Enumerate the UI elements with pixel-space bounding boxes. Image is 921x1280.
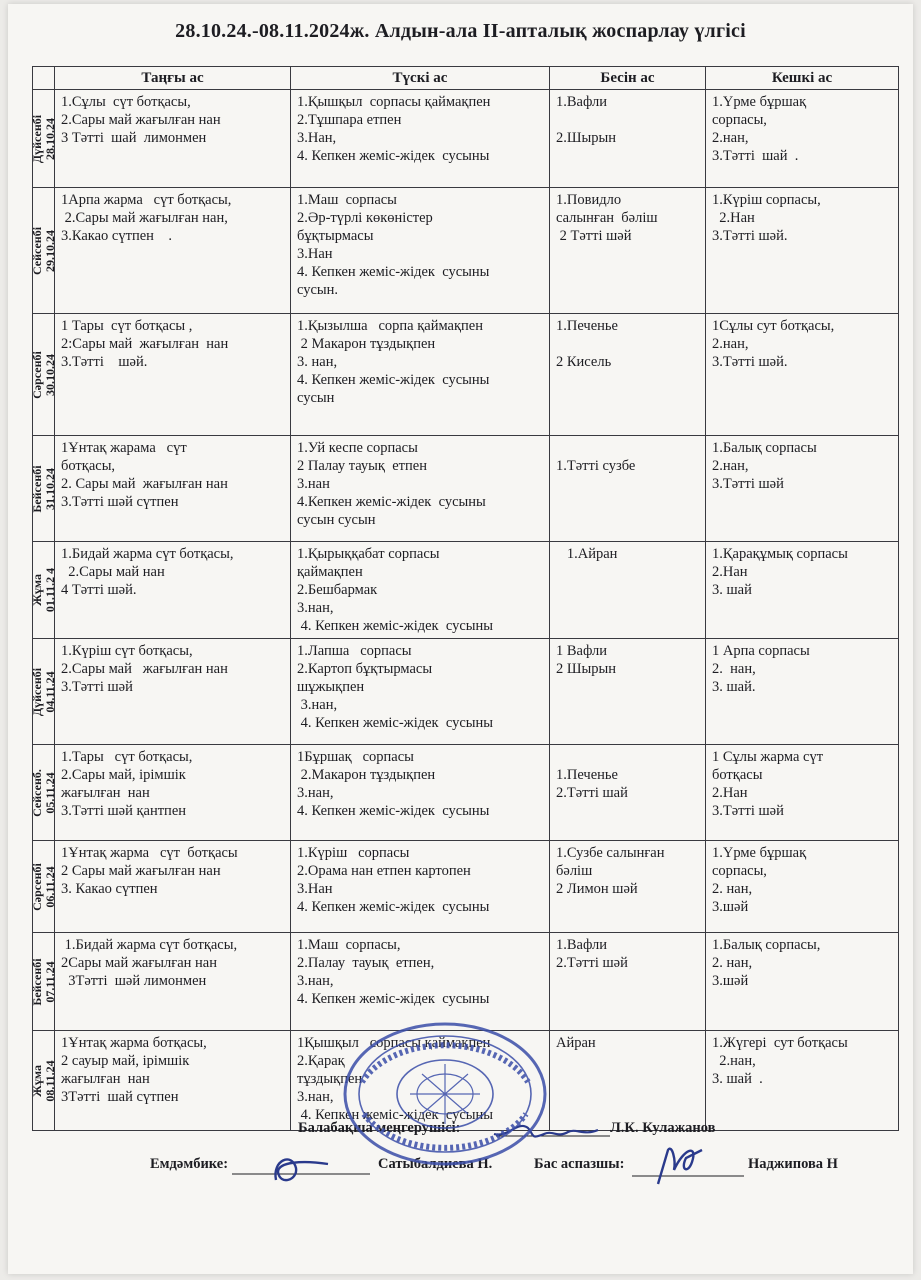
lunch-cell bbox=[291, 314, 550, 436]
menu-line: 2. нан, bbox=[712, 881, 753, 897]
menu-line: 3.нан, bbox=[297, 973, 334, 989]
page-title: 28.10.24.-08.11.2024ж. Алдын-ала II-апталық жоспарлау үлгісі bbox=[175, 20, 746, 42]
menu-line: сусын сусын bbox=[297, 512, 376, 528]
menu-line: 3.Нан bbox=[297, 246, 333, 262]
menu-line: 1.Уй кеспе сорпасы bbox=[297, 440, 418, 456]
menu-line: 3Тәтті шай сүтпен bbox=[61, 1089, 179, 1105]
menu-line: 2.нан, bbox=[712, 458, 749, 474]
menu-line: 2.нан, bbox=[712, 1053, 756, 1069]
menu-line bbox=[556, 439, 699, 457]
menu-line: 2.Сары май, ірімшік bbox=[61, 767, 186, 783]
menu-line: 1.Жүгері сут ботқасы bbox=[712, 1035, 848, 1051]
lunch-cell bbox=[291, 639, 550, 745]
menu-line: 1Арпа жарма сүт ботқасы, bbox=[61, 192, 232, 208]
day-cell bbox=[29, 542, 57, 639]
menu-line: 2. нан, bbox=[712, 661, 756, 677]
breakfast-cell bbox=[55, 188, 291, 314]
cook-label: Бас аспазшы: bbox=[534, 1156, 625, 1172]
menu-line: 1.Айран bbox=[556, 546, 618, 562]
menu-line: 3.нан, bbox=[297, 600, 334, 616]
menu-line: 3. шай . bbox=[712, 1071, 763, 1087]
dinner-cell bbox=[706, 188, 899, 314]
menu-line: 3.Тәтті шай . bbox=[712, 148, 799, 164]
menu-line: 1.Қарақұмық сорпасы bbox=[712, 546, 848, 562]
menu-line: 1.Вафли bbox=[556, 937, 608, 953]
official-stamp-seal bbox=[340, 1022, 550, 1172]
menu-line: 1.Күріш сорпасы, bbox=[712, 192, 821, 208]
snack-cell bbox=[550, 188, 706, 314]
snack-cell bbox=[550, 745, 706, 841]
table-row bbox=[33, 436, 899, 542]
dinner-cell bbox=[706, 542, 899, 639]
menu-line: шұжықпен bbox=[297, 679, 365, 695]
menu-line: 1.Сузбе салынған bbox=[556, 845, 665, 861]
menu-line: 3.Тәтті шәй. bbox=[712, 228, 788, 244]
lunch-cell bbox=[291, 841, 550, 933]
menu-line: 4. Кепкен жеміс-жідек сусыны bbox=[297, 899, 490, 915]
nurse-label: Емдәмбике: bbox=[150, 1156, 229, 1172]
day-date: 01.11.2 4 bbox=[42, 567, 57, 613]
breakfast-cell bbox=[55, 841, 291, 933]
menu-line: 1Ұнтақ жарама сүт bbox=[61, 440, 187, 456]
table-row bbox=[33, 542, 899, 639]
menu-line: 4 Тәтті шәй. bbox=[61, 582, 137, 598]
menu-line: 2.Сары май жағылған нан, bbox=[61, 210, 228, 226]
menu-line: 3.Тәтті шәй bbox=[61, 679, 133, 695]
menu-line: 4. Кепкен жеміс-жідек сусыны bbox=[297, 803, 490, 819]
menu-line: 1.Тары сүт ботқасы, bbox=[61, 749, 193, 765]
lunch-cell bbox=[291, 745, 550, 841]
menu-line: 2.Бешбармак bbox=[297, 582, 378, 598]
menu-line: 2.Сары май нан bbox=[61, 564, 165, 580]
menu-line: 1.Лапша сорпасы bbox=[297, 643, 412, 659]
day-name: Сәрсенбі bbox=[29, 862, 44, 911]
breakfast-cell bbox=[55, 542, 291, 639]
nurse-name: Сатыбалдиева Н. bbox=[378, 1156, 493, 1172]
day-date: 30.10.24 bbox=[42, 353, 57, 396]
day-date: 07.11.24 bbox=[42, 960, 57, 1003]
breakfast-cell bbox=[55, 314, 291, 436]
menu-line: 1.Сұлы сүт ботқасы, bbox=[61, 94, 191, 110]
menu-line: 1.Тәтті сузбе bbox=[556, 458, 636, 474]
day-cell bbox=[29, 841, 57, 933]
manager-name: Л.К. Кулажанов bbox=[610, 1120, 716, 1136]
menu-line: 2 Шырын bbox=[556, 661, 616, 677]
menu-line: 1.Печенье bbox=[556, 767, 618, 783]
day-date: 08.11.24 bbox=[42, 1059, 57, 1102]
menu-line: 3. Какао сүтпен bbox=[61, 881, 158, 897]
snack-cell bbox=[550, 639, 706, 745]
menu-line: 2.Палау тауық етпен, bbox=[297, 955, 435, 971]
day-cell bbox=[29, 436, 57, 542]
menu-line: 1 Арпа сорпасы bbox=[712, 643, 810, 659]
menu-line: 4.Кепкен жеміс-жідек сусыны bbox=[297, 494, 486, 510]
menu-line: 1Ұнтақ жарма ботқасы, bbox=[61, 1035, 207, 1051]
menu-line: сусын bbox=[297, 390, 335, 406]
dinner-cell bbox=[706, 1031, 899, 1131]
snack-cell bbox=[550, 542, 706, 639]
menu-line: жағылған нан bbox=[61, 1071, 150, 1087]
menu-line: 3.Какао сүтпен . bbox=[61, 228, 173, 244]
menu-line: 1 Тары сүт ботқасы , bbox=[61, 318, 193, 334]
menu-line: 2. Сары май жағылған нан bbox=[61, 476, 228, 492]
menu-line: 2 Макарон тұздықпен bbox=[297, 336, 436, 352]
day-cell bbox=[29, 188, 57, 314]
menu-line: 1Сұлы сут ботқасы, bbox=[712, 318, 835, 334]
table-row bbox=[33, 933, 899, 1031]
menu-line: 1.Күріш сорпасы bbox=[297, 845, 410, 861]
menu-line: 2.Орама нан етпен картопен bbox=[297, 863, 471, 879]
menu-line: 1.Балық сорпасы bbox=[712, 440, 817, 456]
menu-line: 1.Печенье bbox=[556, 318, 618, 334]
menu-line: 1.Бидай жарма сүт ботқасы, bbox=[61, 546, 234, 562]
menu-line: 3Тәтті шәй лимонмен bbox=[61, 973, 207, 989]
menu-line: 4. Кепкен жеміс-жідек сусыны bbox=[297, 148, 490, 164]
menu-line: 1.Қырыққабат сорпасы bbox=[297, 546, 440, 562]
menu-line: 2.Тұшпара етпен bbox=[297, 112, 402, 128]
snack-cell bbox=[550, 436, 706, 542]
day-label bbox=[31, 114, 57, 162]
breakfast-cell bbox=[55, 639, 291, 745]
menu-line: 1.Қызылша сорпа қаймақпен bbox=[297, 318, 483, 334]
menu-line: 1 Сұлы жарма сүт bbox=[712, 749, 824, 765]
menu-line: 3.Нан, bbox=[297, 130, 337, 146]
manager-label: Балабақша меңгерушісі: bbox=[298, 1120, 461, 1136]
day-label bbox=[31, 465, 57, 512]
menu-line: 3.Тәтті шәй bbox=[712, 476, 784, 492]
day-cell bbox=[29, 639, 57, 745]
day-label bbox=[31, 958, 57, 1005]
day-name: Сейсенбі bbox=[29, 226, 44, 275]
menu-line: ботқасы bbox=[712, 767, 763, 783]
day-name: Бейсенбі bbox=[29, 464, 44, 513]
menu-line: 2 сауыр май, ірімшік bbox=[61, 1053, 190, 1069]
day-name: Жұма bbox=[29, 1064, 44, 1097]
lunch-cell bbox=[291, 436, 550, 542]
menu-line: 2.Картоп бұқтырмасы bbox=[297, 661, 433, 677]
day-cell bbox=[29, 90, 57, 188]
breakfast-cell bbox=[55, 436, 291, 542]
menu-line bbox=[556, 335, 699, 353]
table-row bbox=[33, 90, 899, 188]
lunch-cell bbox=[291, 90, 550, 188]
day-name: Бейсенбі bbox=[29, 957, 44, 1006]
menu-line: 3.Тәтті шәй қантпен bbox=[61, 803, 187, 819]
menu-line: 2.Тәтті шәй bbox=[556, 955, 628, 971]
menu-line: 3.Тәтті шәй сүтпен bbox=[61, 494, 179, 510]
breakfast-cell bbox=[55, 745, 291, 841]
menu-line: 3.Нан bbox=[297, 881, 333, 897]
day-name: Жұма bbox=[29, 574, 44, 606]
menu-line: 2.Сары май жағылған нан bbox=[61, 112, 221, 128]
breakfast-cell bbox=[55, 90, 291, 188]
day-cell bbox=[29, 933, 57, 1031]
menu-line: Айран bbox=[556, 1035, 596, 1051]
day-date: 28.10.24 bbox=[42, 117, 57, 160]
menu-line: 4. Кепкен жеміс-жідек сусыны bbox=[297, 991, 490, 1007]
menu-line: 2.Әр-түрлі көкөністер bbox=[297, 210, 433, 226]
menu-line: 3.нан, bbox=[297, 1089, 334, 1105]
menu-line: 2 Тәтті шәй bbox=[556, 228, 632, 244]
menu-line: 4. Кепкен жеміс-жідек сусыны bbox=[297, 715, 494, 731]
day-label bbox=[31, 667, 57, 715]
header-snack: Бесін ас bbox=[550, 67, 706, 90]
menu-line: 2 Сары май жағылған нан bbox=[61, 863, 221, 879]
day-date: 06.11.24 bbox=[42, 865, 57, 908]
day-label bbox=[31, 568, 57, 612]
menu-line bbox=[556, 111, 699, 129]
lunch-cell bbox=[291, 542, 550, 639]
menu-line: 3. шай. bbox=[712, 679, 756, 695]
meal-plan-table bbox=[29, 66, 899, 1131]
day-cell bbox=[29, 745, 57, 841]
menu-line: тұздықпен bbox=[297, 1071, 363, 1087]
menu-line: 4. Кепкен жеміс-жідек сусыны bbox=[297, 618, 494, 634]
header-breakfast: Таңғы ас bbox=[55, 67, 291, 90]
menu-line: 2.нан, bbox=[712, 336, 749, 352]
table-row bbox=[33, 841, 899, 933]
snack-cell bbox=[550, 841, 706, 933]
menu-line: 1Бұршақ сорпасы bbox=[297, 749, 414, 765]
day-name: Сәрсенбі bbox=[29, 350, 44, 399]
menu-line: 2:Сары май жағылған нан bbox=[61, 336, 229, 352]
day-label bbox=[31, 351, 57, 399]
menu-line: сусын. bbox=[297, 282, 339, 298]
menu-line: 2.Нан bbox=[712, 210, 755, 226]
menu-line: 1Ұнтақ жарма сүт ботқасы bbox=[61, 845, 238, 861]
menu-line: 3.нан, bbox=[297, 697, 338, 713]
menu-line: 2.Макарон тұздықпен bbox=[297, 767, 436, 783]
dinner-cell bbox=[706, 314, 899, 436]
menu-line: 2.Тәтті шай bbox=[556, 785, 628, 801]
menu-line: 2.Шырын bbox=[556, 130, 616, 146]
menu-line: 4. Кепкен жеміс-жідек сусыны bbox=[297, 1107, 494, 1123]
menu-line: 1.Вафли bbox=[556, 94, 608, 110]
table-row bbox=[33, 188, 899, 314]
cook-name: Наджипова Н bbox=[748, 1156, 838, 1172]
day-name: Дүйсенбі bbox=[29, 667, 44, 716]
menu-line: 1.Үрме бұршақ bbox=[712, 94, 807, 110]
lunch-cell bbox=[291, 188, 550, 314]
menu-line: 3.нан, bbox=[297, 785, 334, 801]
day-label bbox=[31, 1060, 57, 1101]
menu-line: қаймақпен bbox=[297, 564, 363, 580]
day-date: 04.11.24 bbox=[42, 670, 57, 713]
menu-line: 1.Маш сорпасы, bbox=[297, 937, 401, 953]
menu-line: 1.Балық сорпасы, bbox=[712, 937, 821, 953]
table-header-row bbox=[33, 67, 899, 90]
day-name: Дүйсенбі bbox=[29, 114, 44, 163]
day-cell bbox=[29, 314, 57, 436]
breakfast-cell bbox=[55, 1031, 291, 1131]
menu-line: жағылған нан bbox=[61, 785, 150, 801]
menu-line: 2. нан, bbox=[712, 955, 753, 971]
menu-line: 1.Күріш сүт ботқасы, bbox=[61, 643, 193, 659]
snack-cell bbox=[550, 90, 706, 188]
menu-line: 3.шәй bbox=[712, 973, 749, 989]
dinner-cell bbox=[706, 841, 899, 933]
header-lunch: Түскі ас bbox=[291, 67, 550, 90]
menu-line: ботқасы, bbox=[61, 458, 116, 474]
menu-line: 3.Тәтті шәй. bbox=[61, 354, 148, 370]
header-corner bbox=[33, 67, 55, 90]
menu-line: 1.Маш сорпасы bbox=[297, 192, 397, 208]
table-row bbox=[33, 745, 899, 841]
menu-line: салынған бәліш bbox=[556, 210, 658, 226]
menu-line: 2.Нан bbox=[712, 785, 748, 801]
menu-line: 3. шай bbox=[712, 582, 752, 598]
snack-cell bbox=[550, 933, 706, 1031]
menu-line bbox=[556, 748, 699, 766]
menu-line: 1.Повидло bbox=[556, 192, 622, 208]
day-date: 29.10.24 bbox=[42, 229, 57, 272]
menu-line: сорпасы, bbox=[712, 863, 767, 879]
dinner-cell bbox=[706, 745, 899, 841]
header-dinner: Кешкі ас bbox=[706, 67, 899, 90]
table-row bbox=[33, 314, 899, 436]
menu-line: 3. нан, bbox=[297, 354, 338, 370]
menu-line: 2.нан, bbox=[712, 130, 749, 146]
day-name: Сейсенб. bbox=[29, 768, 44, 817]
menu-line: 1.Қышқыл сорпасы қаймақпен bbox=[297, 94, 491, 110]
menu-line: 3.Тәтті шәй. bbox=[712, 354, 788, 370]
menu-line: 3.нан bbox=[297, 476, 330, 492]
menu-line: 1Қышқыл сорпасы қаймақпен bbox=[297, 1035, 491, 1051]
menu-line: 4. Кепкен жеміс-жідек сусыны bbox=[297, 372, 490, 388]
menu-line: 2.Қарақ bbox=[297, 1053, 345, 1069]
menu-line: бұқтырмасы bbox=[297, 228, 374, 244]
menu-line: бәліш bbox=[556, 863, 593, 879]
lunch-cell bbox=[291, 933, 550, 1031]
day-label bbox=[31, 226, 57, 274]
menu-line: 2.Сары май жағылған нан bbox=[61, 661, 228, 677]
breakfast-cell bbox=[55, 933, 291, 1031]
menu-line: 1 Вафли bbox=[556, 643, 608, 659]
day-date: 31.10.24 bbox=[42, 467, 57, 510]
menu-line: 3.шәй bbox=[712, 899, 749, 915]
cook-signature bbox=[628, 1140, 748, 1190]
menu-line: 1.Бидай жарма сүт ботқасы, bbox=[61, 937, 238, 953]
menu-line: 2Сары май жағылған нан bbox=[61, 955, 217, 971]
day-label bbox=[31, 863, 57, 911]
menu-line: сорпасы, bbox=[712, 112, 767, 128]
day-date: 05.11.24 bbox=[42, 771, 57, 814]
dinner-cell bbox=[706, 90, 899, 188]
dinner-cell bbox=[706, 639, 899, 745]
menu-line: 2 Лимон шәй bbox=[556, 881, 638, 897]
menu-line: 4. Кепкен жеміс-жідек сусыны bbox=[297, 264, 490, 280]
dinner-cell bbox=[706, 933, 899, 1031]
menu-line: 3 Тәтті шай лимонмен bbox=[61, 130, 207, 146]
snack-cell bbox=[550, 314, 706, 436]
table-row bbox=[33, 639, 899, 745]
menu-line: 2.Нан bbox=[712, 564, 748, 580]
day-cell bbox=[29, 1031, 57, 1131]
menu-line: 1.Үрме бұршақ bbox=[712, 845, 807, 861]
menu-line: 2 Кисель bbox=[556, 354, 612, 370]
day-label bbox=[31, 769, 57, 817]
menu-line: 2 Палау тауық етпен bbox=[297, 458, 427, 474]
dinner-cell bbox=[706, 436, 899, 542]
menu-line: 3.Тәтті шәй bbox=[712, 803, 784, 819]
